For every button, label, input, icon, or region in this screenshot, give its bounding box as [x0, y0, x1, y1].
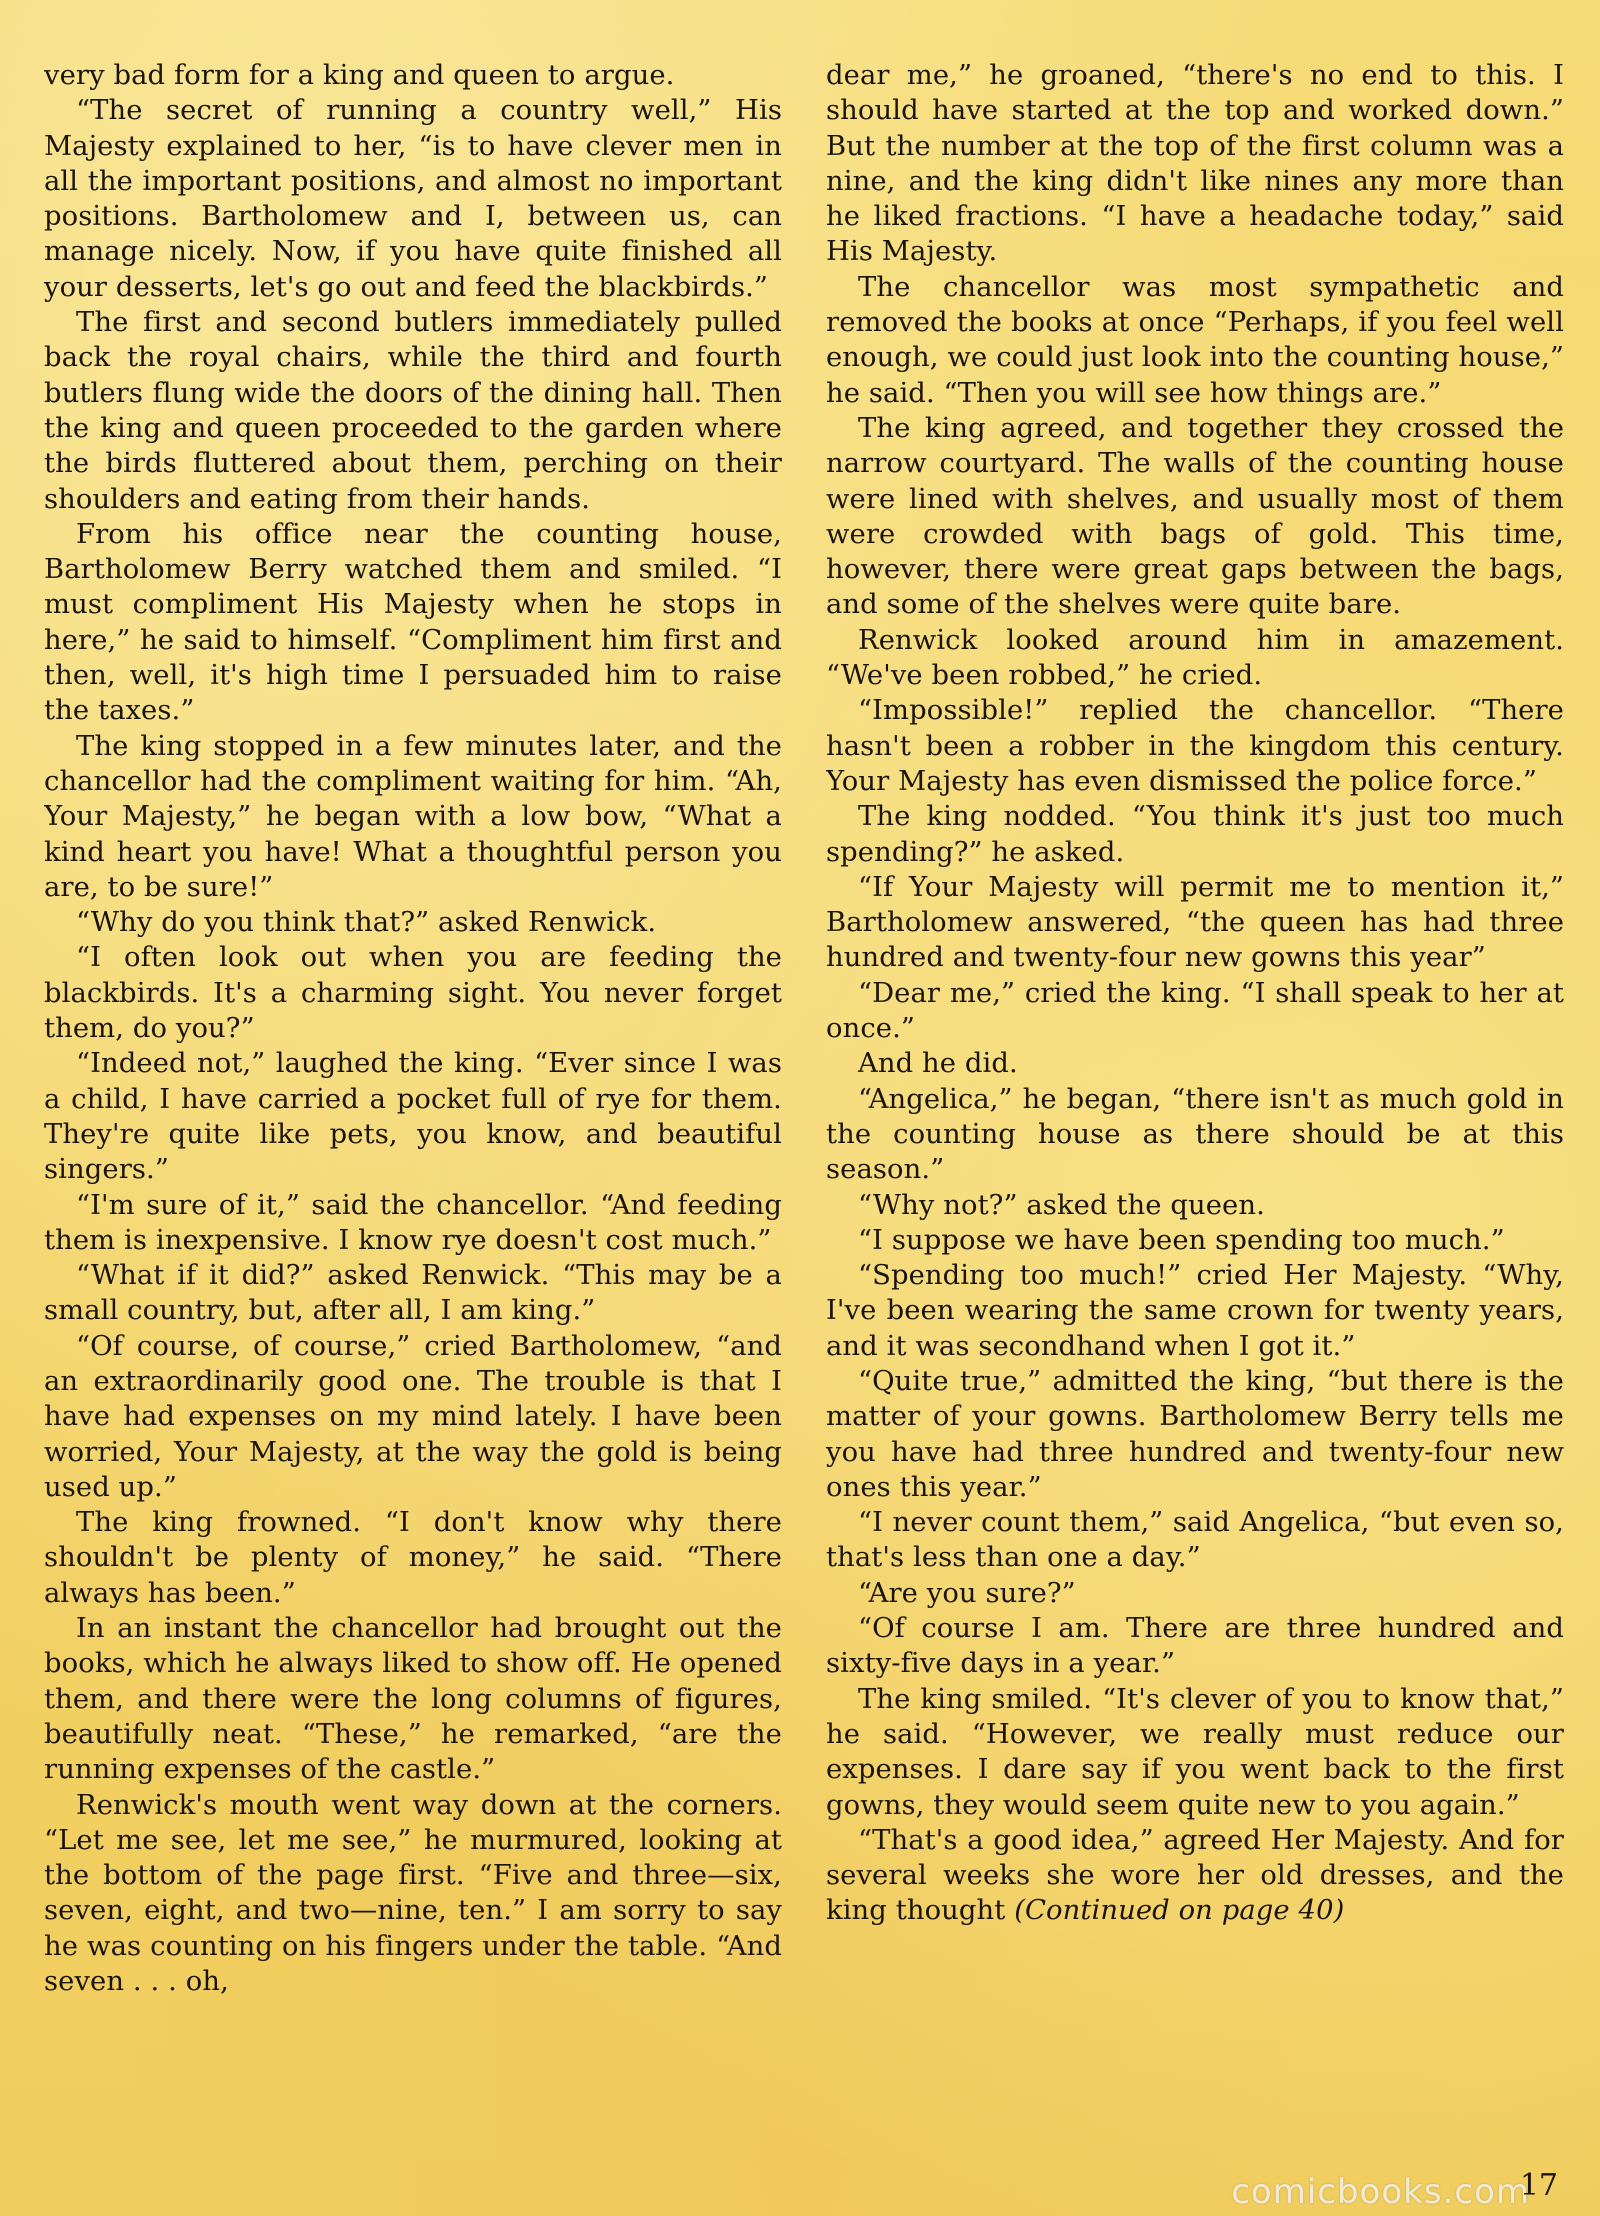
watermark: comicbooks.com [1231, 2172, 1530, 2212]
paragraph-text: “That's a good idea,” agreed Her Majesty. And for several weeks she wore her old dresses, and the king thought [826, 1824, 1564, 1927]
paragraph: “I'm sure of it,” said the chancellor. “And feeding them is inexpensive. I know rye doesn't cost much.” [44, 1189, 782, 1256]
paragraph: “Why not?” asked the queen. [858, 1189, 1265, 1221]
paragraph: very bad form for a king and queen to argue. [44, 60, 675, 91]
paragraph-last [826, 1823, 1564, 1929]
paragraph: “Quite true,” admitted the king, “but there is the matter of your gowns. Bartholomew Berry tells me you have had three hundred and twenty-four new ones this year.” [826, 1365, 1564, 1503]
paragraph: The chancellor was most sympathetic and removed the books at once “Perhaps, if you feel well enough, we could just look into the counting house,” he said. “Then you will see how things are.” [826, 271, 1564, 409]
paragraph: “Of course I am. There are three hundred and sixty-five days in a year.” [826, 1613, 1564, 1680]
paragraph: “Indeed not,” laughed the king. “Ever since I was a child, I have carried a pocket full of rye for them. They're quite like pets, you know, and beautiful singers.” [44, 1048, 782, 1186]
paragraph: “I never count them,” said Angelica, “but even so, that's less than one a day.” [826, 1507, 1564, 1574]
paragraph: Renwick's mouth went way down at the corners. “Let me see, let me see,” he murmured, looking at the bottom of the page first. “Five and three—six, seven, eight, and two—nine, ten.” I am sorry to say he was counting on his fingers under the table. “And seven . . . oh, [44, 1789, 782, 1998]
paragraph: The king nodded. “You think it's just too much spending?” he asked. [826, 801, 1564, 868]
paragraph: In an instant the chancellor had brought out the books, which he always liked to show off. He opened them, and there were the long columns of figures, beautifully neat. “These,” he remarked, “are the running expenses of the castle.” [44, 1613, 782, 1786]
paragraph: “I suppose we have been spending too much.” [858, 1224, 1505, 1256]
paragraph: Renwick looked around him in amazement. “We've been robbed,” he cried. [826, 624, 1564, 692]
paragraph: “The secret of running a country well,” His Majesty explained to her, “is to have clever men in all the important positions, and almost no important positions. Bartholomew and I, between us, can manage nicely. Now, if you have quite finished all your desserts, let's go out and feed the blackbirds.” [44, 95, 782, 303]
paragraph: “Dear me,” cried the king. “I shall speak to her at once.” [826, 977, 1564, 1045]
page-number: 17 [1519, 2168, 1558, 2203]
paragraph: “Impossible!” replied the chancellor. “There hasn't been a robber in the kingdom this century. Your Majesty has even dismissed the police force.” [826, 695, 1564, 797]
paragraph: The king frowned. “I don't know why there shouldn't be plenty of money,” he said. “There always has been.” [44, 1507, 782, 1609]
paragraph: The first and second butlers immediately pulled back the royal chairs, while the third and fourth butlers flung wide the doors of the dining hall. Then the king and queen proceeded to the garden where the birds fluttered about them, perching on their shoulders and eating from their hands. [44, 307, 782, 515]
paragraph: “Spending too much!” cried Her Majesty. “Why, I've been wearing the same crown for twenty years, and it was secondhand when I got it.” [826, 1260, 1564, 1362]
paragraph: “Why do you think that?” asked Renwick. [76, 907, 657, 939]
paragraph: “Are you sure?” [858, 1577, 1076, 1609]
paragraph: “I often look out when you are feeding the blackbirds. It's a charming sight. You never forget them, do you?” [44, 942, 782, 1045]
continued-note: (Continued on page 40) [1014, 1895, 1345, 1927]
text-column-right [826, 58, 1564, 2138]
paragraph: The king stopped in a few minutes later, and the chancellor had the compliment waiting for him. “Ah, Your Majesty,” he began with a low bow, “What a kind heart you have! What a thoughtful person you are, to be sure!” [44, 730, 782, 903]
paragraph: From his office near the counting house, Bartholomew Berry watched them and smiled. “I must compliment His Majesty when he stops in here,” he said to himself. “Compliment him first and then, well, it's high time I persuaded him to raise the taxes.” [44, 518, 782, 727]
paragraph: The king smiled. “It's clever of you to know that,” he said. “However, we really must reduce our expenses. I dare say if you went back to the first gowns, they would seem quite new to you again.” [826, 1683, 1564, 1821]
text-column-left [44, 58, 782, 2138]
paragraph: And he did. [858, 1048, 1018, 1080]
paragraph: The king agreed, and together they crossed the narrow courtyard. The walls of the counting house were lined with shelves, and usually most of them were crowded with bags of gold. This time, however, there were great gaps between the bags, and some of the shelves were quite bare. [826, 412, 1564, 621]
paragraph: “If Your Majesty will permit me to mention it,” Bartholomew answered, “the queen has had three hundred and twenty-four new gowns this year” [826, 871, 1564, 974]
paragraph: dear me,” he groaned, “there's no end to this. I should have started at the top and worked down.” But the number at the top of the first column was a nine, and the king didn't like nines any more than he liked fractions. “I have a headache today,” said His Majesty. [826, 60, 1564, 268]
paragraph: “Of course, of course,” cried Bartholomew, “and an extraordinarily good one. The trouble is that I have had expenses on my mind lately. I have been worried, Your Majesty, at the way the gold is being used up.” [44, 1330, 782, 1503]
paragraph: “What if it did?” asked Renwick. “This may be a small country, but, after all, I am king.” [44, 1260, 782, 1327]
paragraph: “Angelica,” he began, “there isn't as much gold in the counting house as there should be at this season.” [826, 1083, 1564, 1186]
